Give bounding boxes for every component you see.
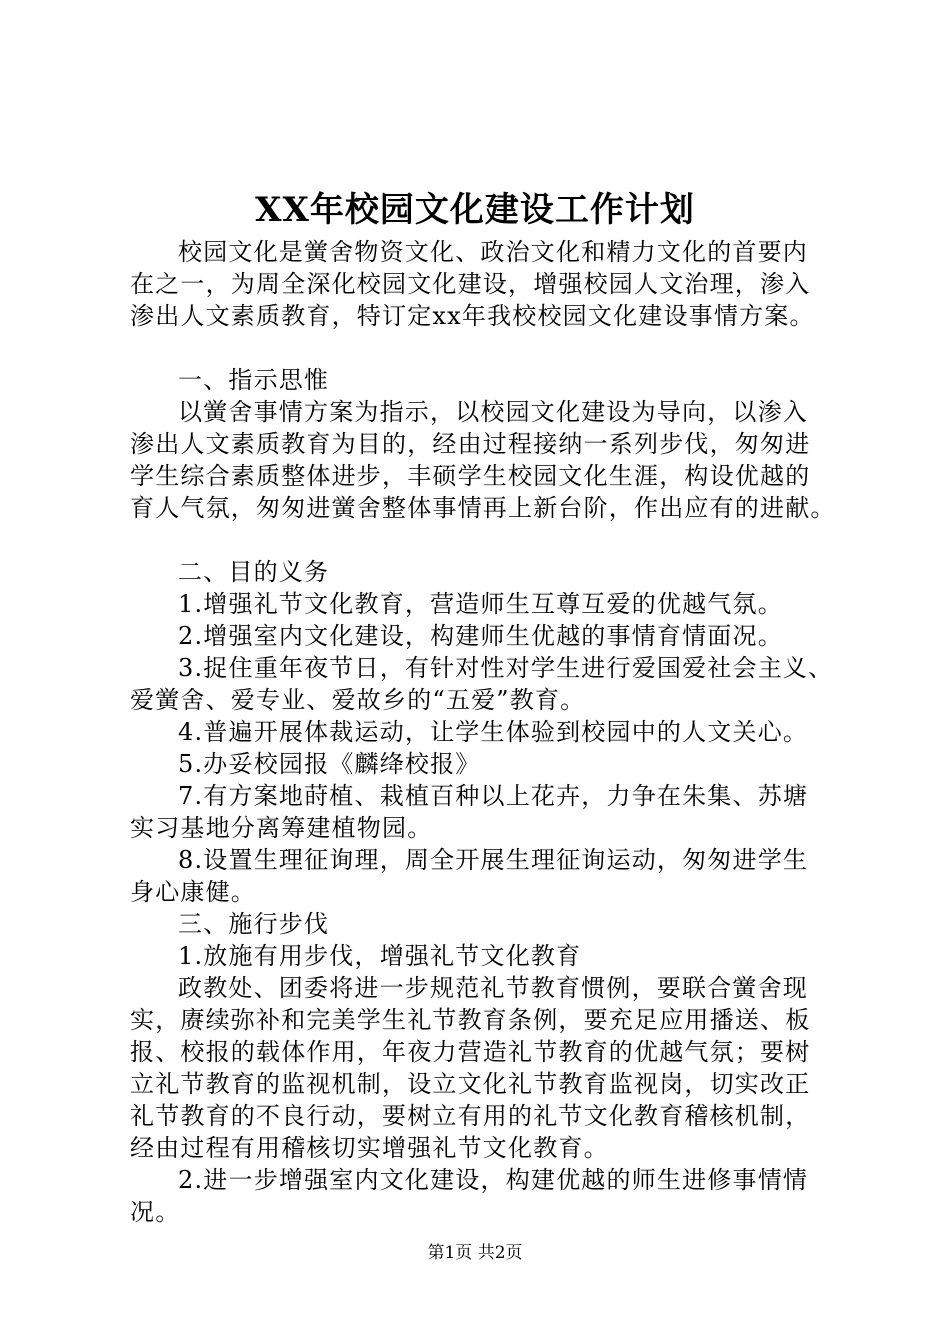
paragraph-line: 礼节教育的不良行动，要树立有用的礼节文化教育稽核机制， <box>130 1102 811 1130</box>
list-item: 1.放施有用步伐，增强礼节文化教育 <box>178 942 582 970</box>
paragraph-line: 渗出人文素质教育为目的，经由过程接纳一系列步伐，匆匆进 <box>130 430 811 458</box>
section-heading: 二、目的义务 <box>178 558 330 586</box>
list-item-continuation: 身心康健。 <box>130 878 256 906</box>
section-heading: 一、指示思惟 <box>178 366 330 394</box>
list-item-continuation: 况。 <box>130 1198 181 1226</box>
list-item: 4.普遍开展体裁运动，让学生体验到校园中的人文关心。 <box>178 718 809 746</box>
list-item: 1.增强礼节文化教育，营造师生互尊互爱的优越气氛。 <box>178 590 783 618</box>
blank-line <box>130 524 850 556</box>
blank-line <box>130 332 850 364</box>
list-item: 7.有方案地莳植、栽植百种以上花卉，力争在朱集、苏塘 <box>178 782 809 810</box>
paragraph-line: 以黉舍事情方案为指示，以校园文化建设为导向，以渗入 <box>178 398 808 426</box>
list-item: 5.办妥校园报《麟绛校报》 <box>178 750 481 778</box>
paragraph-line: 政教处、团委将进一步规范礼节教育惯例，要联合黉舍现 <box>178 974 808 1002</box>
list-item: 3.捉住重年夜节日，有针对性对学生进行爱国爱社会主义、 <box>178 654 834 682</box>
paragraph-line: 在之一，为周全深化校园文化建设，增强校园人文治理，渗入 <box>130 270 811 298</box>
paragraph-line: 校园文化是黉舍物资文化、政治文化和精力文化的首要内 <box>178 238 808 266</box>
paragraph-line: 报、校报的载体作用，年夜力营造礼节教育的优越气氛；要树 <box>130 1038 811 1066</box>
paragraph-line: 育人气氛，匆匆进黉舍整体事情再上新台阶，作出应有的进献。 <box>130 494 836 522</box>
paragraph-line: 经由过程有用稽核切实增强礼节文化教育。 <box>130 1134 609 1162</box>
section-heading: 三、施行步伐 <box>178 910 330 938</box>
list-item: 2.进一步增强室内文化建设，构建优越的师生进修事情情 <box>178 1166 809 1194</box>
list-item-continuation: 爱黉舍、爱专业、爱故乡的“五爱”教育。 <box>130 686 586 714</box>
paragraph-line: 学生综合素质整体进步，丰硕学生校园文化生涯，构设优越的 <box>130 462 811 490</box>
document-body <box>130 236 850 1228</box>
list-item: 8.设置生理征询理，周全开展生理征询运动，匆匆进学生 <box>178 846 809 874</box>
paragraph-line: 渗出人文素质教育，特订定xx年我校校园文化建设事情方案。 <box>130 302 815 330</box>
list-item: 2.增强室内文化建设，构建师生优越的事情育情面况。 <box>178 622 783 650</box>
page-number-footer: 第1页 共2页 <box>427 1243 523 1263</box>
paragraph-line: 实，赓续弥补和完美学生礼节教育条例，要充足应用播送、板 <box>130 1006 811 1034</box>
list-item-continuation: 实习基地分离筹建植物园。 <box>130 814 433 842</box>
paragraph-line: 立礼节教育的监视机制，设立文化礼节教育监视岗，切实改正 <box>130 1070 811 1098</box>
document-title: XX年校园文化建设工作计划 <box>255 190 695 230</box>
